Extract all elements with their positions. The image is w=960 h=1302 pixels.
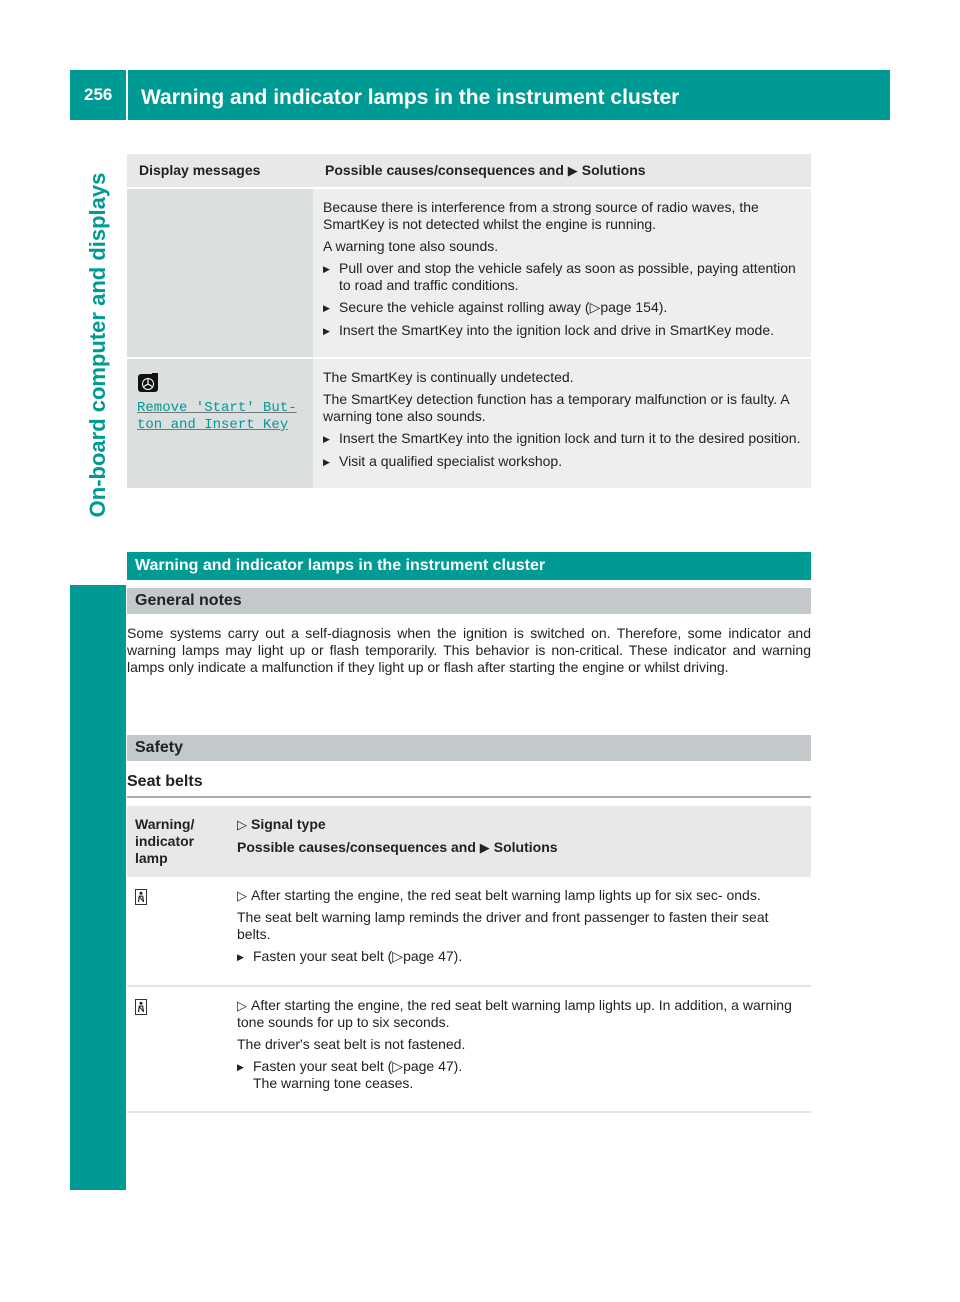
list-item: ▶ Fasten your seat belt (▷page 47). The warning tone ceases. xyxy=(237,1058,463,1091)
lamp-cell xyxy=(127,986,229,1112)
list-item: ▶ Pull over and stop the vehicle safely as soon as possible, paying attention to road and traffic conditions. xyxy=(323,260,796,293)
list-item: ▶ Insert the SmartKey into the ignition lock and turn it to the desired position. xyxy=(323,430,801,446)
subsection-general-notes: General notes xyxy=(127,588,811,614)
seat-belt-lamps-table xyxy=(127,806,811,1113)
page-number: 256 xyxy=(84,85,113,104)
smartkey-icon xyxy=(137,373,159,393)
lamp-cell xyxy=(127,877,229,986)
display-messages-table xyxy=(127,154,811,488)
message-cell xyxy=(127,358,313,488)
col-signal-causes: ▷ Signal type Possible causes/consequences and ▶ Solutions xyxy=(229,806,811,877)
page-ref-icon: ▷ xyxy=(392,948,404,964)
page-ref-link[interactable]: page 154). xyxy=(600,299,668,315)
display-message-line2: ton and Insert Key xyxy=(137,417,289,433)
signal-type-icon: ▷ xyxy=(237,817,247,832)
signal-type-icon: ▷ xyxy=(237,888,247,903)
list-item: ▶ Secure the vehicle against rolling away (▷page 154). xyxy=(323,299,668,315)
page-ref-icon: ▷ xyxy=(392,1058,404,1074)
seat-belt-icon xyxy=(135,889,147,905)
causes-cell: Because there is interference from a strong source of radio waves, the SmartKey is not detected whilst the engine is running. A warning tone also sounds. ▶ Pull over and stop the vehicle safely as soon as possible, paying attention to road and traffic conditions. ▶ Secure the vehicle against rolling away (▷page 154). ▶ Insert the SmartKey into the ignition lock and drive in SmartKey mode. xyxy=(313,188,811,358)
arrow-right-icon: ▶ xyxy=(323,303,330,313)
side-tab-label: On-board computer and displays xyxy=(85,172,110,518)
col-display-messages: Display messages xyxy=(127,154,313,188)
solutions-arrow-icon: ▶ xyxy=(567,163,578,178)
solutions-arrow-icon: ▶ xyxy=(479,840,490,855)
col-causes-solutions: Possible causes/consequences and ▶ Solutions xyxy=(313,154,811,188)
list-item: ▶ Fasten your seat belt (▷page 47). xyxy=(237,948,463,964)
arrow-right-icon: ▶ xyxy=(323,457,330,467)
list-item: ▶ Visit a qualified specialist workshop. xyxy=(323,453,563,469)
col-warning-lamp: Warning/ indicator lamp xyxy=(127,806,229,877)
page-ref-link[interactable]: page 47). xyxy=(403,948,463,964)
seat-belt-icon xyxy=(135,999,147,1015)
arrow-right-icon: ▶ xyxy=(237,952,244,962)
seat-belts-heading: Seat belts xyxy=(127,773,203,790)
subsection-safety: Safety xyxy=(127,735,811,761)
causes-cell: ▷ After starting the engine, the red seat belt warning lamp lights up for six sec- onds. The seat belt warning lamp reminds the driver and front passenger to fasten their seat belts. ▶ Fasten your seat belt (▷page 47). xyxy=(229,877,811,986)
signal-type-icon: ▷ xyxy=(237,998,247,1013)
display-message-line1: Remove 'Start' But‐ xyxy=(137,400,297,416)
arrow-right-icon: ▶ xyxy=(237,1062,244,1072)
arrow-right-icon: ▶ xyxy=(323,326,330,336)
header-divider xyxy=(126,70,128,120)
page-ref-link[interactable]: page 47). xyxy=(403,1058,463,1074)
message-cell-empty xyxy=(127,188,313,358)
page-title: Warning and indicator lamps in the instrument cluster xyxy=(141,86,680,109)
arrow-right-icon: ▶ xyxy=(323,264,330,274)
divider xyxy=(127,796,811,798)
list-item: ▶ Insert the SmartKey into the ignition lock and drive in SmartKey mode. xyxy=(323,322,774,338)
arrow-right-icon: ▶ xyxy=(323,434,330,444)
causes-cell: The SmartKey is continually undetected. The SmartKey detection function has a temporary malfunction or is faulty. A warning tone also sounds. ▶ Insert the SmartKey into the ignition lock and turn it to the desired position. ▶ Visit a qualified specialist workshop. xyxy=(313,358,811,488)
page-ref-icon: ▷ xyxy=(589,299,601,315)
side-tab-block xyxy=(70,585,126,1190)
section-heading: Warning and indicator lamps in the instrument cluster xyxy=(127,552,811,580)
general-notes-text: Some systems carry out a self-diagnosis when the ignition is switched on. Therefore, some indicator and warning lamps may light up or flash temporarily. This behavior is non-critical. These indicator and warning lamps only indicate a malfunction if they light up or flash after starting the engine or whilst driving. xyxy=(127,625,811,675)
causes-cell: ▷ After starting the engine, the red seat belt warning lamp lights up. In addition, a warning tone sounds for up to six seconds. The driver's seat belt is not fastened. ▶ Fasten your seat belt (▷page 47). The warning tone ceases. xyxy=(229,986,811,1112)
